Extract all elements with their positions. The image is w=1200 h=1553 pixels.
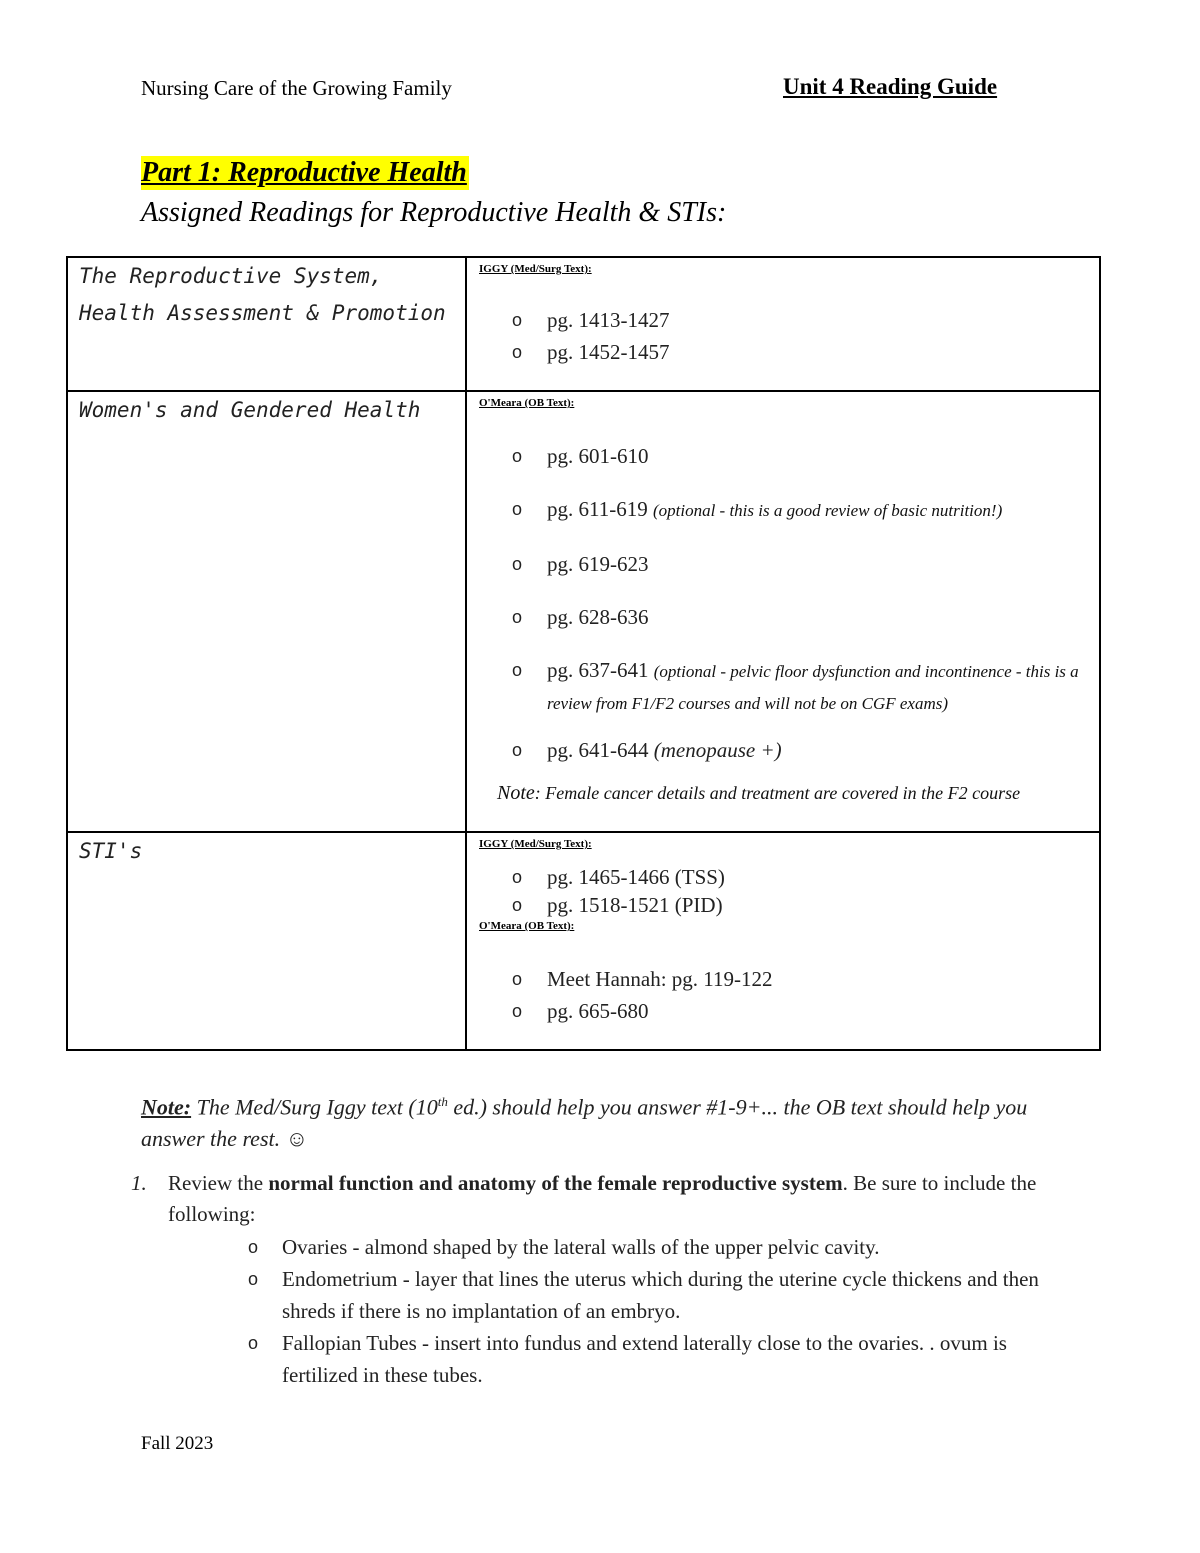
question-number: 1.: [131, 1171, 147, 1195]
bullet-icon: o: [512, 969, 523, 989]
guide-title: Unit 4 Reading Guide: [783, 74, 998, 99]
list-item: o pg. 1465-1466 (TSS): [512, 865, 725, 889]
assigned-readings-heading: Assigned Readings for Reproductive Health & STIs:: [141, 197, 727, 228]
question-1-answers: [245, 1231, 1065, 1391]
source-label: O'Meara (OB Text):: [479, 397, 575, 409]
topic-womens-health: Women's and Gendered Health: [79, 398, 421, 422]
bullet-icon: o: [248, 1333, 259, 1353]
table-row: [67, 832, 1100, 1050]
bullet-icon: o: [512, 554, 523, 574]
part-title: Part 1: Reproductive Health: [141, 157, 467, 188]
readings-cell: [466, 391, 1100, 832]
bullet-icon: o: [248, 1269, 259, 1289]
bullet-icon: o: [512, 342, 523, 362]
list-item: o Meet Hannah: pg. 119-122: [467, 963, 1099, 995]
reading-list: [467, 863, 1099, 919]
bullet-icon: o: [512, 867, 523, 887]
bullet-icon: o: [512, 607, 523, 627]
bullet-icon: o: [512, 1001, 523, 1021]
bullet-icon: o: [512, 740, 523, 760]
bullet-icon: o: [512, 895, 523, 915]
footer-term: Fall 2023: [141, 1433, 214, 1454]
bullet-icon: o: [512, 446, 523, 466]
readings-cell: [466, 257, 1100, 391]
list-item: o pg. 619-623: [467, 548, 1099, 580]
reading-list: [467, 440, 1099, 766]
list-item: o pg. 1413-1427: [467, 304, 1099, 336]
cancer-note: Note: Female cancer details and treatment are covered in the F2 course: [497, 782, 1021, 804]
list-item: o pg. 628-636: [467, 601, 1099, 633]
topic-stis: STI's: [79, 839, 143, 863]
source-label: IGGY (Med/Surg Text):: [479, 263, 592, 275]
bullet-icon: o: [248, 1237, 259, 1257]
list-item: o pg. 637-641 (optional - pelvic floor dysfunction and incontinence - this is a review from F1/F2 courses and will not be on CGF exams): [467, 654, 1099, 718]
table-row: [67, 257, 1100, 391]
bullet-icon: o: [512, 310, 523, 330]
smiley-icon: ☺: [285, 1126, 309, 1152]
question-text: Review the normal function and anatomy of the female reproductive system. Be sure to include the following:: [168, 1171, 1037, 1226]
topic-cell: [67, 391, 466, 832]
source-label: O'Meara (OB Text):: [479, 920, 575, 932]
readings-cell: [466, 832, 1100, 1050]
list-item: o pg. 601-610: [467, 440, 1099, 472]
topic-cell: [67, 832, 466, 1050]
list-item: o pg. 1518-1521 (PID): [512, 893, 723, 917]
course-title: Nursing Care of the Growing Family: [141, 76, 452, 100]
list-item: o pg. 1452-1457: [467, 336, 1099, 368]
bullet-icon: o: [512, 499, 523, 519]
topic-reproductive-system: The Reproductive System, Health Assessment & Promotion: [79, 264, 446, 325]
list-item: o Ovaries - almond shaped by the lateral walls of the upper pelvic cavity.: [245, 1231, 1065, 1263]
list-item: o pg. 611-619 (optional - this is a good review of basic nutrition!): [467, 493, 1099, 527]
topic-cell: [67, 257, 466, 391]
note-paragraph: Note: The Med/Surg Iggy text (10th ed.) should help you answer #1-9+... the OB text should help you answer the rest. ☺: [141, 1094, 1028, 1152]
list-item: o Fallopian Tubes - insert into fundus and extend laterally close to the ovaries. . ovum is fertilized in these tubes.: [245, 1327, 1065, 1391]
bullet-icon: o: [512, 660, 523, 680]
table-row: [67, 391, 1100, 832]
reading-list: [467, 304, 1099, 368]
question-1: [131, 1168, 1061, 1230]
list-item: o pg. 665-680: [467, 995, 1099, 1027]
source-label: IGGY (Med/Surg Text):: [479, 838, 592, 850]
readings-table: [66, 256, 1101, 1051]
list-item: o pg. 641-644 (menopause +): [467, 734, 1099, 766]
reading-list: [467, 963, 1099, 1027]
list-item: o Endometrium - layer that lines the uterus which during the uterine cycle thickens and then shreds if there is no implantation of an embryo.: [245, 1263, 1065, 1327]
